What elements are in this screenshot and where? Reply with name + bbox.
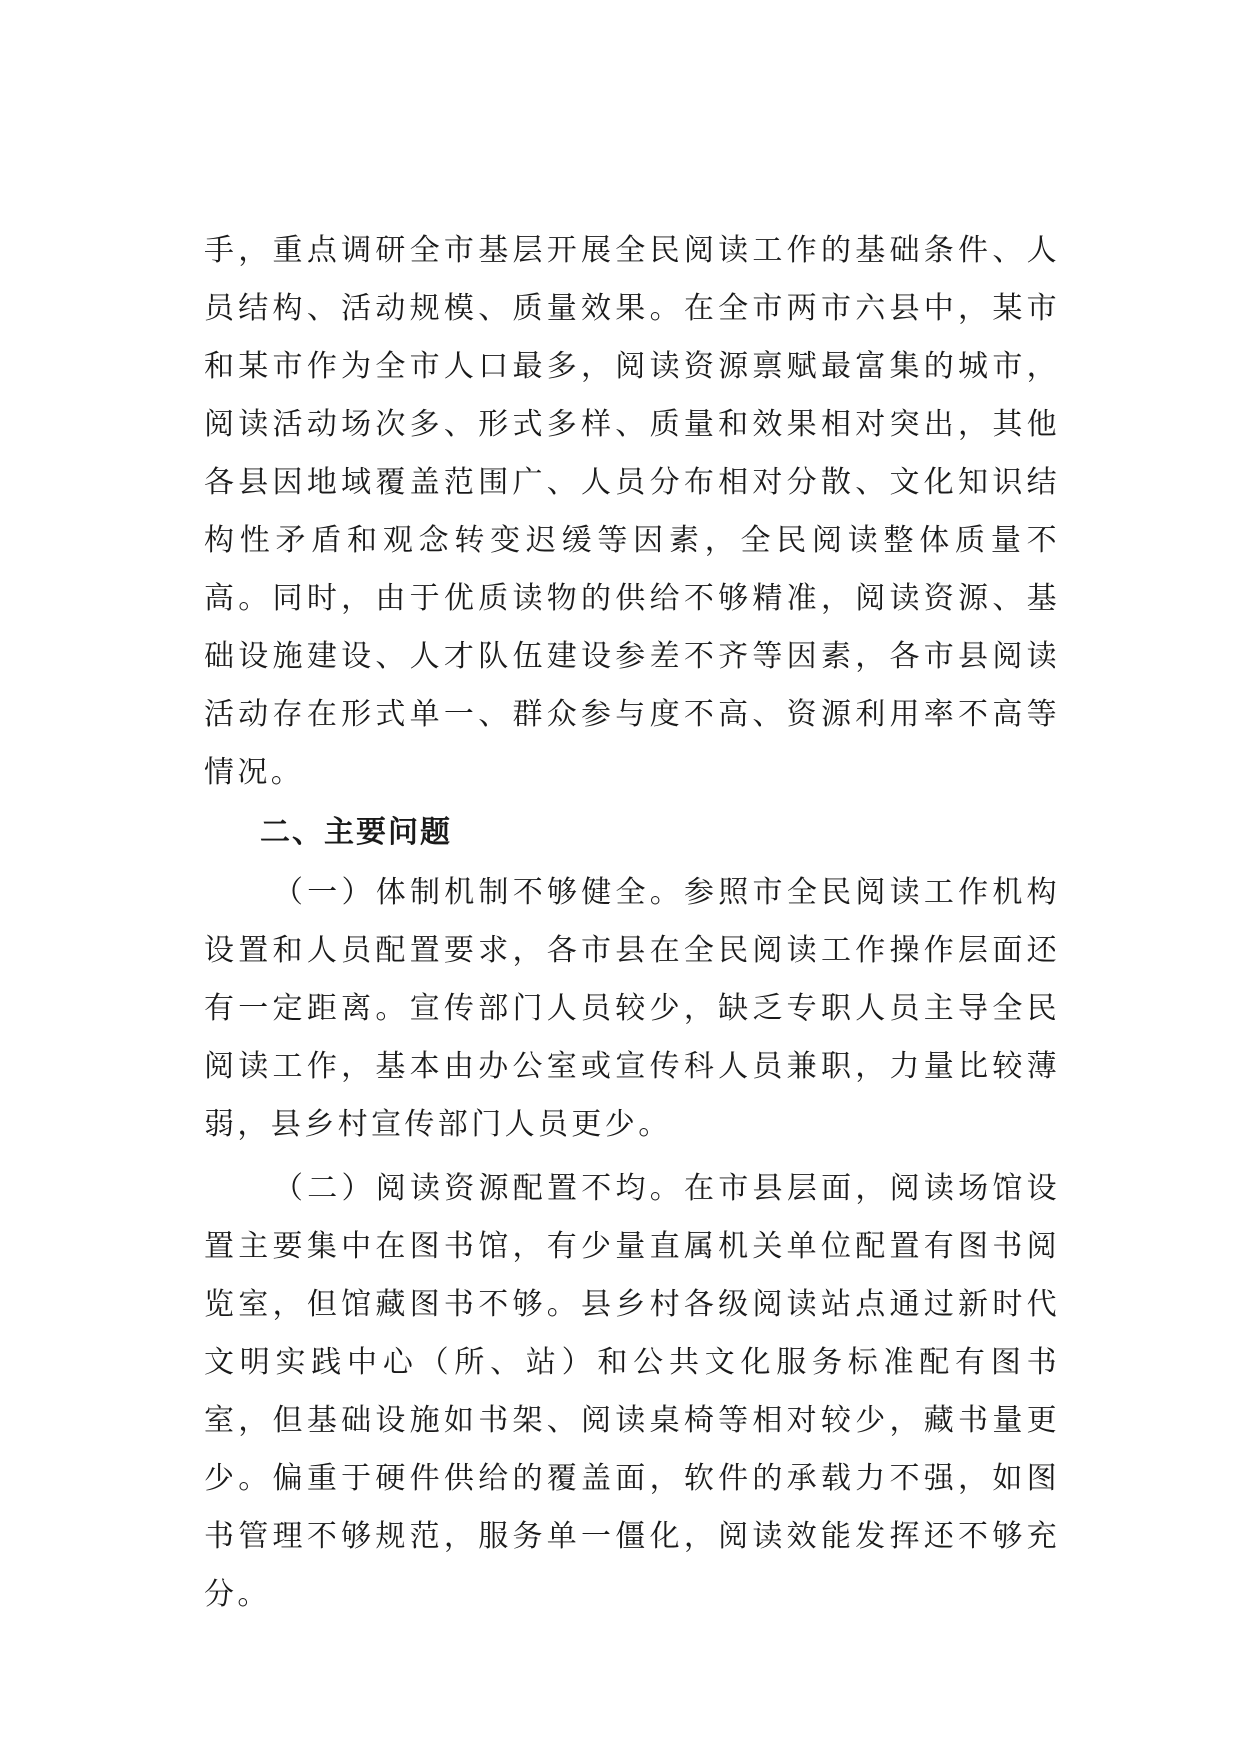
paragraph-continuation: 手，重点调研全市基层开展全民阅读工作的基础条件、人员结构、活动规模、质量效果。在全市两市六县中，某市和某市作为全市人口最多，阅读资源禀赋最富集的城市，阅读活动场次多、形式多样、质量和效果相对突出，其他各县因地域覆盖范围广、人员分布相对分散、文化知识结构性矛盾和观念转变迟缓等因素，全民阅读整体质量不高。同时，由于优质读物的供给不够精准，阅读资源、基础设施建设、人才队伍建设参差不齐等因素，各市县阅读活动存在形式单一、群众参与度不高、资源利用率不高等情况。 <box>204 233 1060 790</box>
paragraph-institutional-mechanism: （一）体制机制不够健全。参照市全民阅读工作机构设置和人员配置要求，各市县在全民阅读工作操作层面还有一定距离。宣传部门人员较少，缺乏专职人员主导全民阅读工作，基本由办公室或宣传科人员兼职，力量比较薄弱，县乡村宣传部门人员更少。 <box>204 875 1060 1142</box>
document-body <box>204 222 1060 1624</box>
section-heading: 二、主要问题 <box>260 815 452 850</box>
paragraph-resource-allocation: （二）阅读资源配置不均。在市县层面，阅读场馆设置主要集中在图书馆，有少量直属机关单位配置有图书阅览室，但馆藏图书不够。县乡村各级阅读站点通过新时代文明实践中心（所、站）和公共文化服务标准配有图书室，但基础设施如书架、阅读桌椅等相对较少，藏书量更少。偏重于硬件供给的覆盖面，软件的承载力不强，如图书管理不够规范，服务单一僵化，阅读效能发挥还不够充分。 <box>204 1171 1060 1612</box>
